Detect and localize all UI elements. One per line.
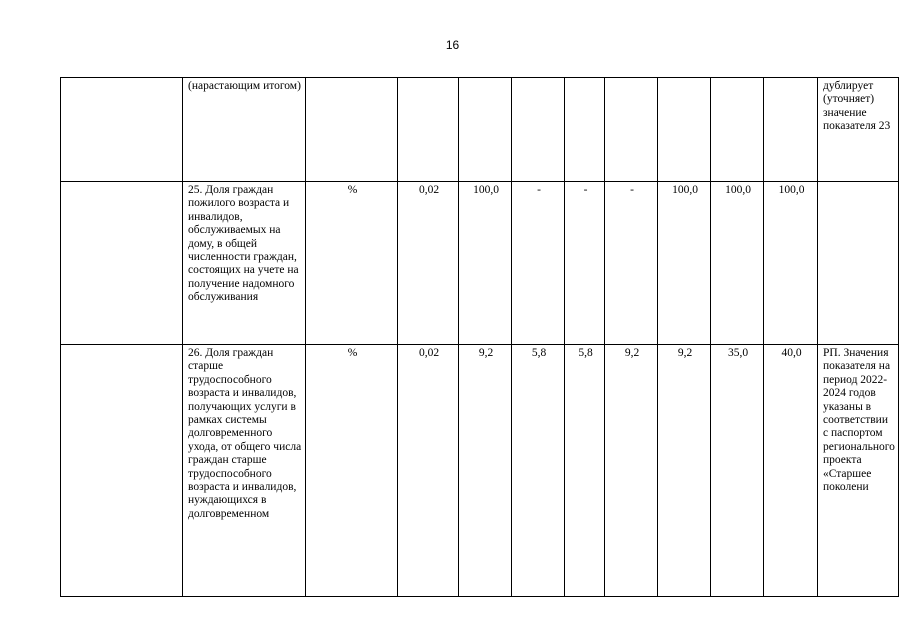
value-cell: - bbox=[565, 182, 605, 345]
value-cell: 100,0 bbox=[459, 182, 512, 345]
value-cell: 0,02 bbox=[398, 345, 459, 597]
unit-cell bbox=[306, 78, 398, 182]
value-cell bbox=[459, 78, 512, 182]
value-cell: 35,0 bbox=[711, 345, 764, 597]
value-cell bbox=[565, 78, 605, 182]
note-cell: РП. Значения показателя на период 2022-2024 годов указаны в соответствии с паспортом регионального проекта «Старшее поколени bbox=[818, 345, 899, 597]
table-row bbox=[61, 345, 899, 597]
unit-cell: % bbox=[306, 182, 398, 345]
note-cell: дублирует (уточняет) значение показателя 23 bbox=[818, 78, 899, 182]
program-cell bbox=[61, 345, 183, 597]
value-cell bbox=[605, 78, 658, 182]
page-number: 16 bbox=[445, 38, 460, 52]
indicator-name-cell: (нарастающим итогом) bbox=[183, 78, 306, 182]
value-cell: 0,02 bbox=[398, 182, 459, 345]
indicators-table bbox=[60, 77, 899, 597]
value-cell: 9,2 bbox=[658, 345, 711, 597]
indicator-name-cell: 26. Доля граждан старше трудоспособного возраста и инвалидов, получающих услуги в рамках системы долговременного ухода, от общего числа граждан старше трудоспособного возраста и инвалидов, нуждающихся в долговременном bbox=[183, 345, 306, 597]
value-cell bbox=[658, 78, 711, 182]
value-cell: - bbox=[605, 182, 658, 345]
value-cell bbox=[398, 78, 459, 182]
value-cell: 5,8 bbox=[512, 345, 565, 597]
value-cell bbox=[512, 78, 565, 182]
note-cell bbox=[818, 182, 899, 345]
value-cell: 100,0 bbox=[764, 182, 818, 345]
table-row bbox=[61, 182, 899, 345]
value-cell: 5,8 bbox=[565, 345, 605, 597]
indicator-name-cell: 25. Доля граждан пожилого возраста и инвалидов, обслуживаемых на дому, в общей численности граждан, состоящих на учете на получение надомного обслуживания bbox=[183, 182, 306, 345]
value-cell: 100,0 bbox=[711, 182, 764, 345]
table-row bbox=[61, 78, 899, 182]
program-cell bbox=[61, 78, 183, 182]
value-cell: - bbox=[512, 182, 565, 345]
value-cell: 40,0 bbox=[764, 345, 818, 597]
unit-cell: % bbox=[306, 345, 398, 597]
value-cell: 100,0 bbox=[658, 182, 711, 345]
value-cell: 9,2 bbox=[605, 345, 658, 597]
value-cell: 9,2 bbox=[459, 345, 512, 597]
program-cell bbox=[61, 182, 183, 345]
value-cell bbox=[764, 78, 818, 182]
value-cell bbox=[711, 78, 764, 182]
